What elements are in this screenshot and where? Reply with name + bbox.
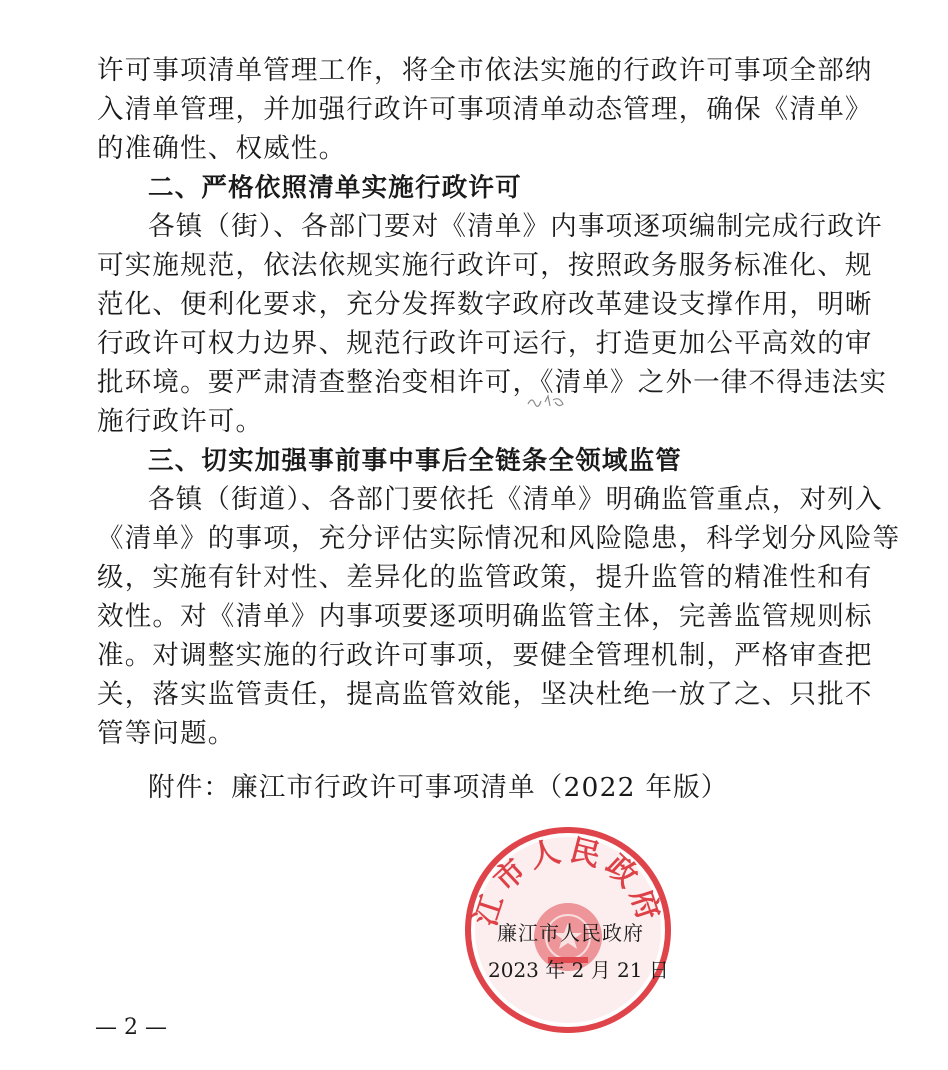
body-line: 许可事项清单管理工作，将全市依法实施的行政许可事项全部纳	[97, 55, 873, 86]
body-line: 效性。对《清单》内事项要逐项明确监管主体，完善监管规则标	[97, 601, 873, 632]
body-line: 关，落实监管责任，提高监管效能，坚决杜绝一放了之、只批不	[97, 679, 873, 710]
body-line: 管等问题。	[97, 718, 236, 749]
body-line: 批环境。要严肃清查整治变相许可，《清单》之外一律不得违法实	[97, 367, 888, 398]
seal-text: 江市人民政府	[468, 832, 668, 931]
body-line: 《清单》的事项，充分评估实际情况和风险隐患，科学划分风险等	[97, 523, 901, 554]
body-line: 各镇（街道）、各部门要依托《清单》明确监管重点，对列入	[148, 484, 883, 515]
body-line: 级，实施有针对性、差异化的监管政策，提升监管的精准性和有	[97, 562, 873, 593]
body-line: 各镇（街）、各部门要对《清单》内事项逐项编制完成行政许	[148, 211, 883, 242]
attachment-line: 附件：廉江市行政许可事项清单（2022 年版）	[148, 772, 729, 803]
body-line: 准。对调整实施的行政许可事项，要健全管理机制，严格审查把	[97, 640, 873, 671]
body-line: 行政许可权力边界、规范行政许可运行，打造更加公平高效的审	[97, 328, 873, 359]
signature-date: 2023 年 2 月 21 日	[488, 958, 669, 982]
section-heading: 三、切实加强事前事中事后全链条全领域监管	[148, 446, 683, 476]
body-line: 范化、便利化要求，充分发挥数字政府改革建设支撑作用，明晰	[97, 289, 873, 320]
body-line: 入清单管理，并加强行政许可事项清单动态管理，确保《清单》	[97, 94, 873, 125]
section-heading: 二、严格依照清单实施行政许可	[148, 173, 522, 203]
signature-org: 廉江市人民政府	[497, 921, 644, 945]
body-line: 可实施规范，依法依规实施行政许可，按照政务服务标准化、规	[97, 250, 873, 281]
handwritten-mark	[525, 392, 570, 412]
body-line: 的准确性、权威性。	[97, 133, 347, 164]
body-line: 施行政许可。	[97, 406, 264, 437]
page-number: — 2 —	[95, 1015, 167, 1040]
